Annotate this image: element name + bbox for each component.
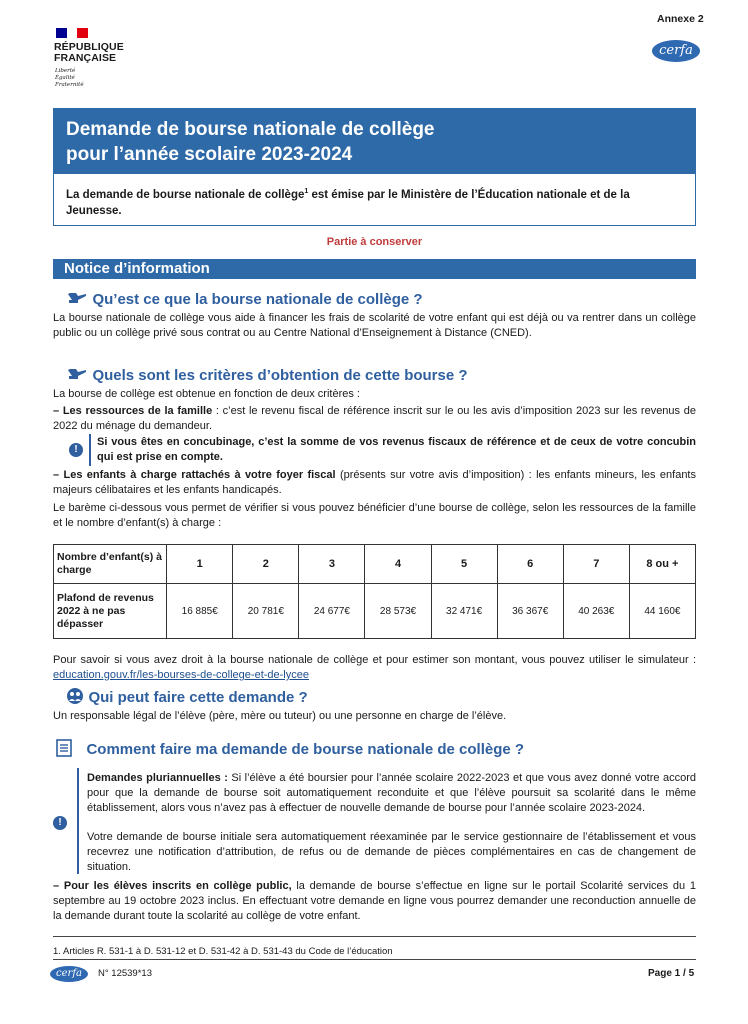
section-4-heading (56, 739, 524, 759)
cerfa-logo-footer: cerfa (50, 966, 88, 982)
flag-red (77, 28, 88, 38)
table-cell: 7 (563, 545, 629, 584)
notice-title: Notice d’information (64, 260, 210, 277)
document-title: Demande de bourse nationale de collège pour l’année scolaire 2023-2024 (66, 119, 435, 165)
table-cell: 20 781€ (233, 584, 299, 639)
public-college-text: – Pour les élèves inscrits en collège public, la demande de bourse s’effectue en ligne sur le portail Scolarité services du 1 septembre au 19 octobre 2023 inclus. En effectuant votre demande en ligne vous pourrez demander une reconduction annuelle de la demande durant toute la scolarité au collège de votre enfant. (53, 880, 696, 922)
section-3-text: Un responsable légal de l’élève (père, mère ou tuteur) ou une personne en charge de l’élève. (53, 710, 507, 722)
republique-francaise-logo: RÉPUBLIQUE FRANÇAISE (54, 41, 124, 64)
income-ceiling-table (53, 544, 696, 639)
exclamation-circle-icon: ! (69, 443, 83, 457)
table-row-ceilings (54, 584, 696, 639)
section-1-text: La bourse nationale de collège vous aide à financer les frais de scolarité de votre enfant qui est déjà ou va rentrer dans un collège public ou un collège privé sous contrat ou au Centre National d’Enseignement à Distance (CNED). (53, 312, 696, 339)
footer-divider (53, 959, 696, 960)
criterion-resources: – Les ressources de la famille : c’est le revenu fiscal de référence inscrit sur le ou les avis d’imposition 2023 sur les revenus de 2022 du ménage du demandeur. (53, 405, 696, 432)
table-cell: 16 885€ (167, 584, 233, 639)
page-number: Page 1 / 5 (648, 968, 695, 979)
republic-motto: Liberté Égalité Fraternité (55, 68, 84, 88)
cerfa-number: N° 12539*13 (98, 968, 152, 979)
section-3-title: Qui peut faire cette demande ? (88, 689, 308, 706)
section-2-title: Quels sont les critères d’obtention de cette bourse ? (92, 367, 468, 384)
row-label-ceilings: Plafond de revenus 2022 à ne pas dépasser (54, 584, 167, 639)
flag-white (67, 28, 78, 38)
cerfa-logo: cerfa (652, 40, 700, 62)
table-cell: 4 (365, 545, 431, 584)
note-rule (77, 768, 79, 874)
table-cell: 28 573€ (365, 584, 431, 639)
intro-text: La demande de bourse nationale de collège$^1$ est émise par le Ministère de l’Éducation nationale et de la Jeunesse. (66, 188, 630, 217)
annexe-label: Annexe 2 (657, 13, 704, 25)
row-label-children: Nombre d’enfant(s) à charge (54, 545, 167, 584)
section-1-heading (66, 290, 423, 309)
note-rule (89, 434, 91, 466)
people-icon (66, 688, 84, 704)
table-cell: 32 471€ (431, 584, 497, 639)
concubinage-note: Si vous êtes en concubinage, c’est la somme de vos revenus fiscaux de référence et de ceux de votre concubin qui est prise en compte. (97, 436, 696, 463)
table-cell: 8 ou + (629, 545, 695, 584)
table-cell: 36 367€ (497, 584, 563, 639)
bareme-text: Le barème ci-dessous vous permet de vérifier si vous pouvez bénéficier d’une bourse de collège, selon les ressources de la famille et le nombre d’enfant(s) à charge : (53, 502, 696, 529)
table-cell: 1 (167, 545, 233, 584)
exclamation-circle-icon: ! (53, 816, 67, 830)
section-3-heading (66, 688, 308, 707)
footnote: 1. Articles R. 531-1 à D. 531-12 et D. 531-42 à D. 531-43 du Code de l’éducation (53, 946, 393, 957)
section-4-title: Comment faire ma demande de bourse nationale de collège ? (86, 741, 525, 758)
table-cell: 5 (431, 545, 497, 584)
table-cell: 3 (299, 545, 365, 584)
criterion-children: – Les enfants à charge rattachés à votre foyer fiscal (présents sur votre avis d’imposition) : les enfants mineurs, les enfants majeurs célibataires et les enfants handicapés. (53, 469, 696, 496)
flag-blue (56, 28, 67, 38)
footnote-divider (53, 936, 696, 937)
initial-request-text: Votre demande de bourse initiale sera automatiquement réexaminée par le service gestionnaire de l’établissement et vous recevrez une notification d’attribution, de refus ou de demande de pièces complémentaires en cas de changement de situation. (87, 831, 696, 873)
document-icon (56, 739, 72, 757)
simulator-text: Pour savoir si vous avez droit à la bourse nationale de collège et pour estimer son montant, vous pouvez utiliser le simulateur : education.gouv.fr/les-bourses-de-college-et-de-lycee (53, 654, 696, 681)
table-cell: 40 263€ (563, 584, 629, 639)
partie-a-conserver: Partie à conserver (326, 236, 423, 248)
table-cell: 6 (497, 545, 563, 584)
pointing-hand-icon (66, 290, 88, 306)
section-2-heading (66, 366, 468, 385)
section-1-title: Qu’est ce que la bourse nationale de collège ? (92, 291, 423, 308)
multi-year-requests: Demandes pluriannuelles : Si l’élève a été boursier pour l’année scolaire 2022-2023 et que vous avez donné votre accord pour que la demande de bourse soit automatiquement reconduite et que l’élève poursuit sa scolarité dans le même établissement, alors vous n’avez pas à effectuer de nouvelle demande de bourse pour l’année scolaire 2023-2024. (87, 772, 697, 814)
table-cell: 24 677€ (299, 584, 365, 639)
table-cell: 44 160€ (629, 584, 695, 639)
simulator-link[interactable]: education.gouv.fr/les-bourses-de-college-et-de-lycee (53, 669, 309, 681)
pointing-hand-icon (66, 366, 88, 382)
criteria-intro: La bourse de collège est obtenue en fonction de deux critères : (53, 388, 360, 400)
table-cell: 2 (233, 545, 299, 584)
french-flag (56, 28, 88, 38)
table-row-children (54, 545, 696, 584)
